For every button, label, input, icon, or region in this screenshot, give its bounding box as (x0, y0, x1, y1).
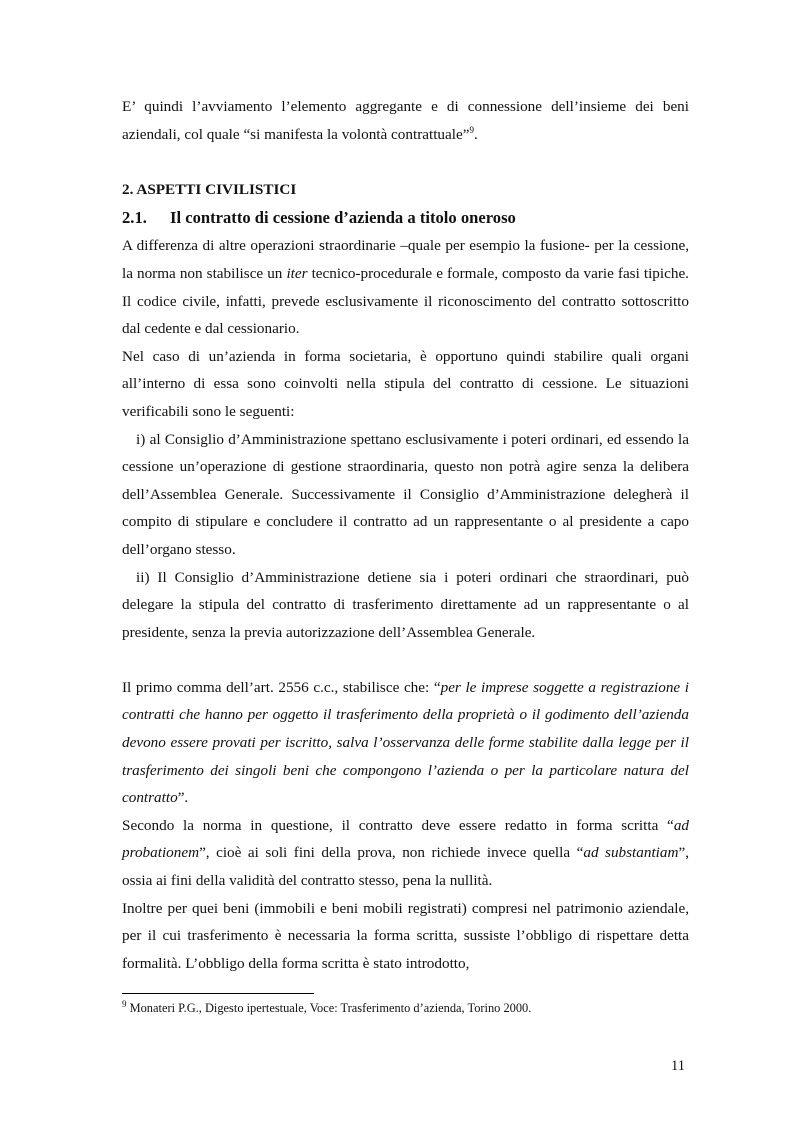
list-item-ii: ii) Il Consiglio d’Amministrazione detiene sia i poteri ordinari che straordinari, può delegare la stipula del contratto di trasferimento direttamente ad un rappresentante o al presidente, senza la previa autorizzazione dell’Assemblea Generale. (122, 568, 689, 641)
footnote-reference[interactable]: 9 (469, 124, 474, 135)
footnote-number: 9 (122, 998, 127, 1009)
page-number: 11 (671, 1058, 685, 1074)
intro-end: . (473, 125, 478, 143)
paragraph-1-text-b: tecnico-procedurale e formale, composto da varie fasi tipiche. Il codice civile, infatti, prevede esclusivamente il riconoscimento del contratto sottoscritto dal cedente e dal cessionario. (122, 264, 689, 338)
paragraph-4-text-b: ”, cioè ai soli fini della prova, non richiede invece quella “ (199, 844, 584, 862)
intro-text: E’ quindi l’avviamento l’elemento aggregante e di connessione dell’insieme dei beni aziendali, col quale “si manifesta la volontà contrattuale” (122, 98, 689, 143)
ad-substantiam-term: ad substantiam (583, 844, 679, 862)
ad-probationem-term: ad probationem (122, 816, 689, 862)
list-item-i: i) al Consiglio d’Amministrazione spettano esclusivamente i poteri ordinari, ed essendo la cessione un’operazione di gestione straordinaria, questo non potrà agire senza la delibera dell’Assemblea Generale. Successivamente il Consiglio d’Amministrazione delegherà il compito di stipulare e concludere il contratto ad un rappresentante o al presidente a capo dell’organo stesso. (122, 430, 689, 558)
paragraph-1-text-a: A differenza di altre operazioni straordinarie –quale per esempio la fusione- per la cessione, la norma non stabilisce un (122, 237, 689, 282)
footnote-divider (122, 993, 314, 994)
section-heading: 2. ASPETTI CIVILISTICI (122, 180, 297, 198)
paragraph-1-iter: iter (286, 264, 308, 282)
intro-paragraph (122, 93, 689, 148)
subsection-title: Il contratto di cessione d’azienda a titolo oneroso (170, 208, 516, 228)
paragraph-4 (122, 812, 689, 895)
subsection-number: 2.1. (122, 208, 147, 228)
footnote (122, 999, 689, 1017)
paragraph-2: Nel caso di un’azienda in forma societaria, è opportuno quindi stabilire quali organi all’interno di essa sono coinvolti nella stipula del contratto di cessione. Le situazioni verificabili sono le seguenti: (122, 347, 689, 420)
paragraph-3-text-b: ”. (177, 789, 189, 807)
page-body (122, 93, 689, 977)
paragraph-1 (122, 232, 689, 342)
paragraph-4-text-c: ”, ossia ai fini della validità del contratto stesso, pena la nullità. (122, 844, 690, 890)
paragraph-3-text-a: Il primo comma dell’art. 2556 c.c., stabilisce che: “ (122, 678, 441, 696)
article-quote: per le imprese soggette a registrazione i contratti che hanno per oggetto il trasferimento della proprietà o il godimento dell’azienda devono essere provati per iscritto, salva l’osservanza delle forme stabilite dalla legge per il trasferimento dei singoli beni che compongono l’azienda o per la particolare natura del contratto (122, 678, 690, 807)
paragraph-5: Inoltre per quei beni (immobili e beni mobili registrati) compresi nel patrimonio aziendale, per il cui trasferimento è necessaria la forma scritta, sussiste l’obbligo di rispettare detta formalità. L’obbligo della forma scritta è stato introdotto, (122, 899, 689, 972)
paragraph-3 (122, 674, 689, 812)
paragraph-4-text-a: Secondo la norma in questione, il contratto deve essere redatto in forma scritta “ (122, 816, 674, 834)
subsection-heading (122, 203, 689, 232)
footnote-text: Monateri P.G., Digesto ipertestuale, Voce: Trasferimento d’azienda, Torino 2000. (126, 1001, 532, 1015)
